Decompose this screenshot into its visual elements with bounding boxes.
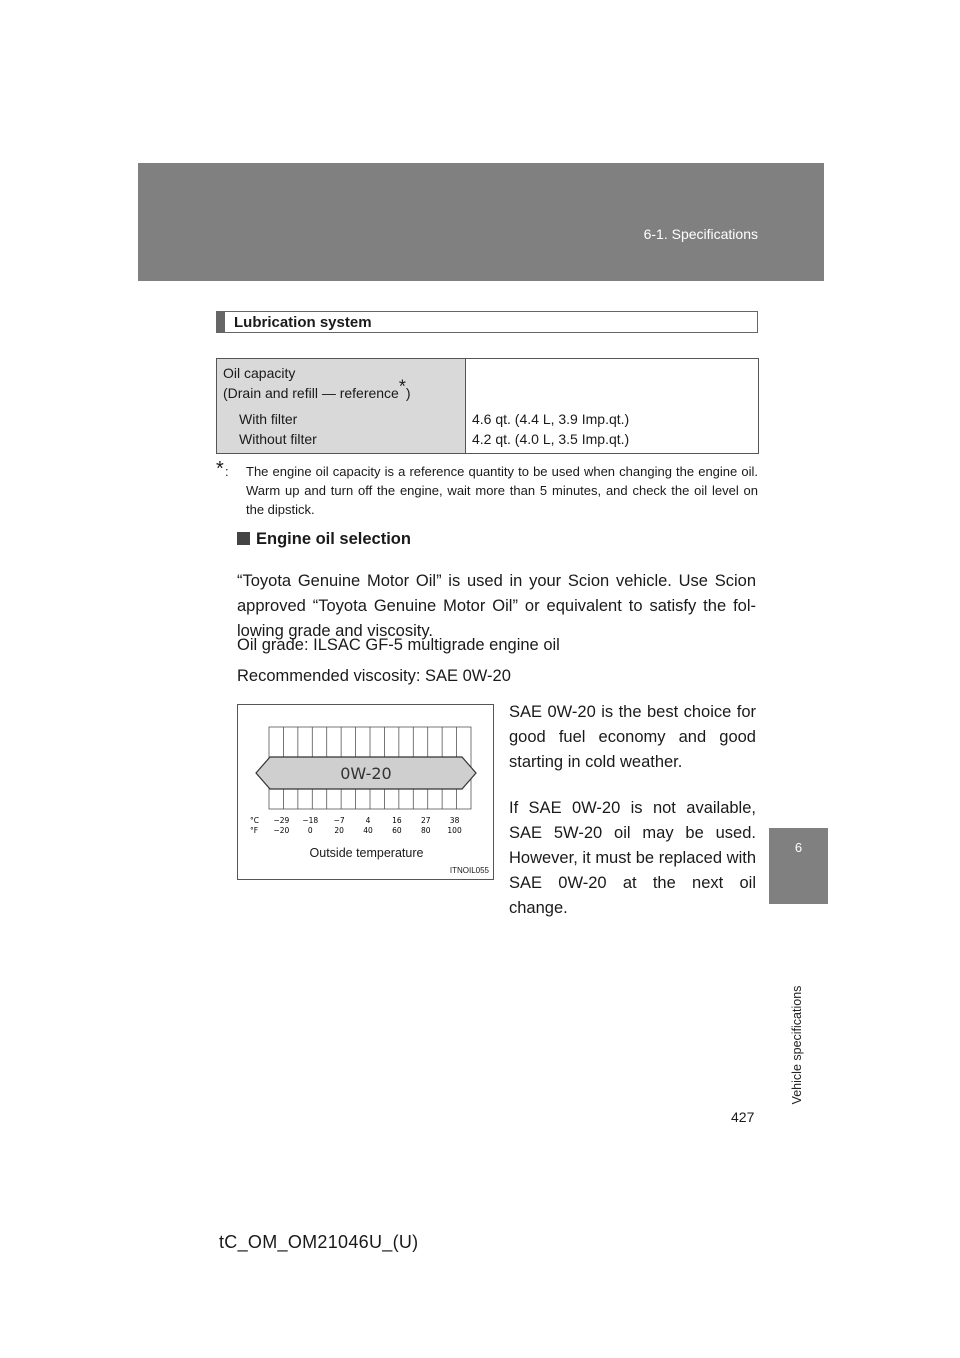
fahrenheit-tick-label: 60 <box>392 826 402 835</box>
viscosity-note-2: If SAE 0W-20 is not available, SAE 5W-20 oil may be used. However, it must be replaced with SAE 0W-20 at the next oil change. <box>509 799 756 917</box>
viscosity-figure <box>237 704 494 880</box>
spec-label-prefix: (Drain and refill — reference <box>223 385 399 401</box>
fahrenheit-tick-label: 100 <box>447 826 462 835</box>
spec-label-suffix: ) <box>405 385 411 401</box>
section-heading <box>237 530 411 549</box>
page-number: 427 <box>731 1109 755 1125</box>
celsius-tick-label: −7 <box>333 816 345 825</box>
footnote-colon: : <box>225 464 229 479</box>
spec-label-line2 <box>223 376 459 403</box>
figure-caption: Outside temperature <box>309 846 424 860</box>
fahrenheit-unit: °F <box>250 826 259 835</box>
viscosity-band <box>256 757 476 789</box>
section-label: 6-1. Specifications <box>643 226 758 242</box>
recommended-viscosity: Recommended viscosity: SAE 0W-20 <box>237 667 511 685</box>
fahrenheit-ticks <box>274 826 462 835</box>
celsius-ticks <box>274 816 460 825</box>
section-box-title <box>216 311 758 333</box>
celsius-tick-label: −18 <box>302 816 319 825</box>
celsius-tick-label: 27 <box>420 816 431 825</box>
celsius-tick-label: −29 <box>273 816 290 825</box>
table-row <box>217 359 759 454</box>
document-code: tC_OM_OM21046U_(U) <box>219 1232 419 1252</box>
celsius-unit: °C <box>250 816 259 825</box>
spec-row-label: With filter <box>239 411 298 427</box>
chapter-tab[interactable] <box>769 828 828 904</box>
spec-label-line1: Oil capacity <box>223 365 296 381</box>
figure-id: ITNOIL055 <box>449 866 489 875</box>
footnote-asterisk: * <box>216 458 224 480</box>
title-bar-accent <box>217 312 225 332</box>
celsius-tick-label: 38 <box>449 816 460 825</box>
fahrenheit-tick-label: 0 <box>307 826 313 835</box>
viscosity-note-1: SAE 0W-20 is the best choice for good fuel economy and good starting in cold weather. <box>509 703 756 771</box>
section-heading-text: Engine oil selection <box>256 530 411 548</box>
fahrenheit-tick-label: −20 <box>273 826 290 835</box>
fahrenheit-tick-label: 40 <box>363 826 373 835</box>
spec-row-value: 4.2 qt. (4.0 L, 3.5 Imp.qt.) <box>472 431 630 447</box>
section-title: Lubrication system <box>234 313 372 331</box>
body-paragraph: “Toyota Genuine Motor Oil” is used in your Scion vehicle. Use Scion approved “Toyota Genuine Motor Oil” or equivalent to satisfy the fol-lowing grade and viscosity. <box>237 572 756 640</box>
spec-value-cell <box>466 359 759 454</box>
oil-grade: Oil grade: ILSAC GF-5 multigrade engine oil <box>237 636 560 654</box>
fahrenheit-tick-label: 20 <box>334 826 344 835</box>
chapter-number: 6 <box>794 840 803 855</box>
oil-capacity-table <box>216 358 759 454</box>
spec-row-value: 4.6 qt. (4.4 L, 3.9 Imp.qt.) <box>472 411 630 427</box>
celsius-tick-label: 16 <box>392 816 402 825</box>
square-bullet-icon <box>237 532 250 545</box>
fahrenheit-tick-label: 80 <box>420 826 431 835</box>
spec-row-label: Without filter <box>239 431 317 447</box>
asterisk-mark: * <box>398 376 406 397</box>
spec-label-cell <box>217 359 466 454</box>
celsius-tick-label: 4 <box>365 816 371 825</box>
band-label: 0W-20 <box>340 764 392 783</box>
footnote <box>216 458 758 519</box>
chapter-label: Vehicle specifications <box>790 985 804 1105</box>
footnote-text: The engine oil capacity is a reference quantity to be used when changing the engine oil. Warm up and turn off the engine, wait more than 5 minutes, and check the oil level on the dipstick. <box>246 464 758 517</box>
header-band <box>138 163 824 281</box>
